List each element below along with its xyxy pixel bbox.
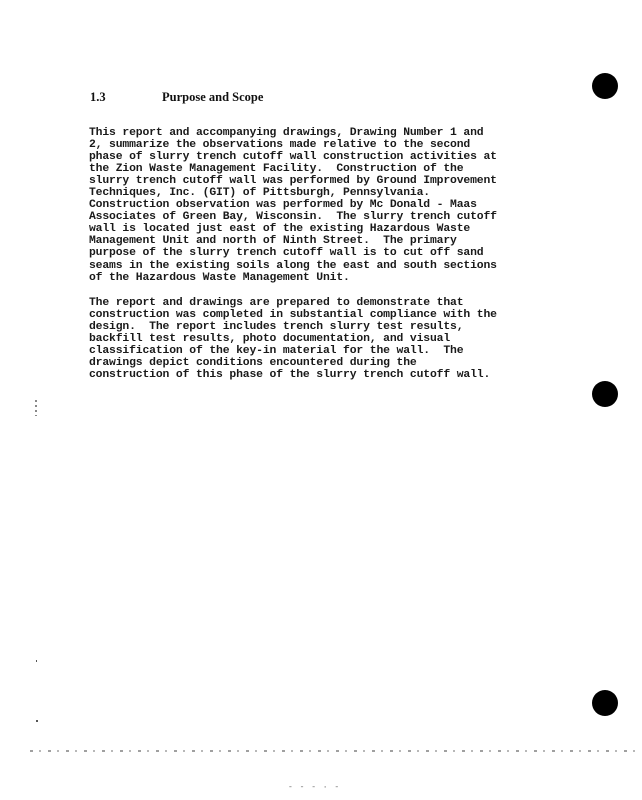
scan-speck <box>36 720 38 722</box>
section-title: Purpose and Scope <box>162 90 264 104</box>
binder-hole-top <box>592 73 618 99</box>
page-footer-mark: - - - · - <box>288 783 341 792</box>
section-number: 1.3 <box>90 90 106 104</box>
paragraph-2: The report and drawings are prepared to demonstrate that construction was completed in substantial compliance with the design. The report includes trench slurry test results, backfill test results, photo documentation, and visual classification of the key-in material for the wall. The drawings depict conditions encountered during the construction of this phase of the slurry trench cutoff wall. <box>89 297 497 382</box>
scan-artifact-bottom-line <box>30 750 635 752</box>
scan-artifact-left <box>35 400 37 416</box>
binder-hole-bottom <box>592 690 618 716</box>
binder-hole-middle <box>592 381 618 407</box>
paragraph-1: This report and accompanying drawings, Drawing Number 1 and 2, summarize the observations made relative to the second phase of slurry trench cutoff wall construction activities at the Zion Waste Management Facility. Construction of the slurry trench cutoff wall was performed by Ground Improvement Techniques, Inc. (GIT) of Pittsburgh, Pennsylvania. Construction observation was performed by Mc Donald - Maas Associates of Green Bay, Wisconsin. The slurry trench cutoff wall is located just east of the existing Hazardous Waste Management Unit and north of Ninth Street. The primary purpose of the slurry trench cutoff wall is to cut off sand seams in the existing soils along the east and south sections of the Hazardous Waste Management Unit. <box>89 127 497 284</box>
section-heading <box>90 90 263 105</box>
scan-speck <box>36 660 37 662</box>
